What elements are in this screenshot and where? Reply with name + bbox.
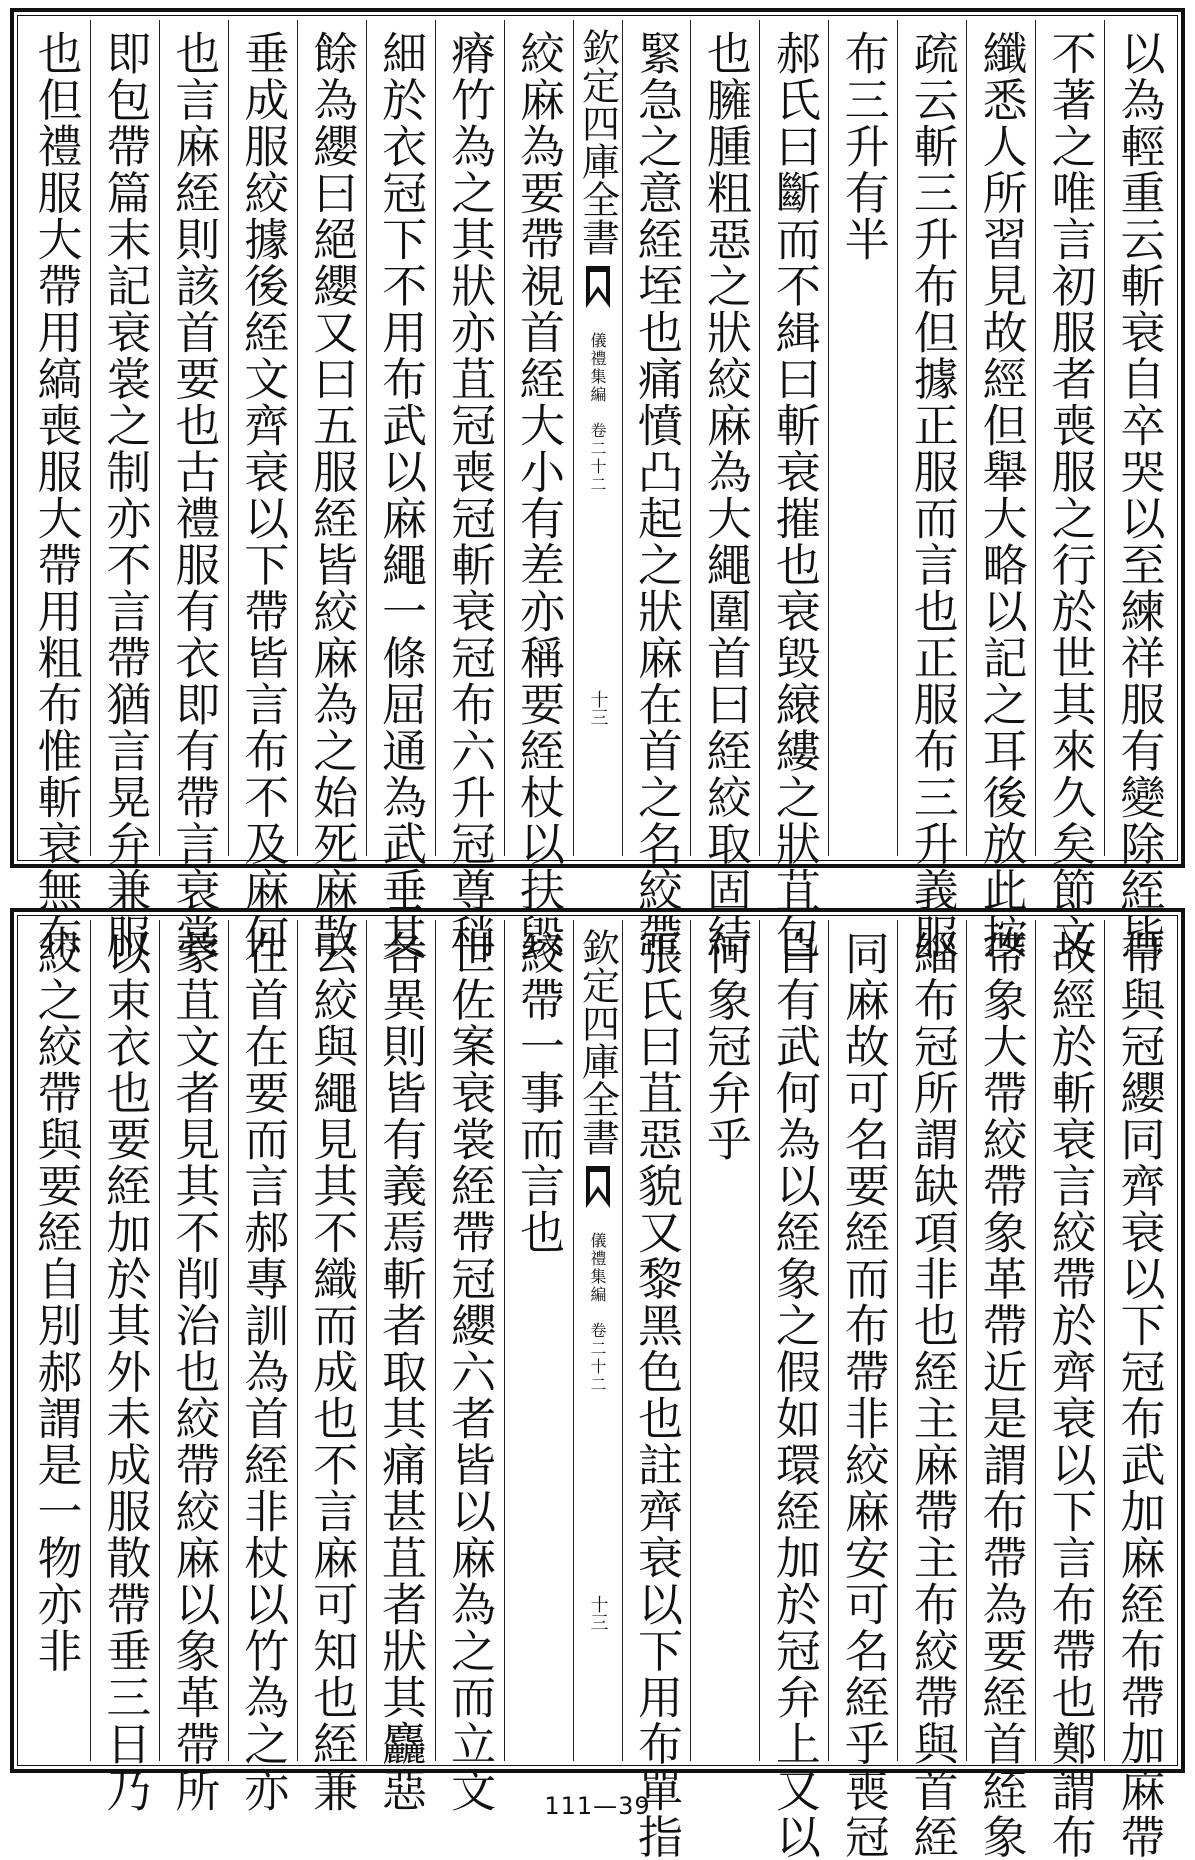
text-column: 何象冠弁乎 bbox=[690, 920, 759, 1761]
leaf-number: 十三 bbox=[587, 690, 609, 726]
text-column: 也言麻絰則該首要也古禮服有衣即有帶言衰裳 bbox=[159, 20, 228, 856]
center-fold-column bbox=[573, 920, 622, 1761]
text-column: 緊急之意絰垤也痛憤凸起之狀麻在首之名絞帶 bbox=[622, 20, 691, 856]
fish-tail-mark-icon bbox=[584, 264, 612, 310]
text-column: 絞麻為要帶視首絰大小有差亦稱要絰杖以扶毀 bbox=[504, 20, 573, 856]
text-column: 不著之唯言初服者喪服之行於世其來久矣節文 bbox=[1035, 20, 1104, 856]
text-column: 布三升有半 bbox=[828, 20, 897, 856]
volume-label: 儀禮集編 卷二十二 bbox=[588, 332, 607, 494]
upper-page-frame bbox=[10, 8, 1185, 960]
text-column: 瘠竹為之其狀亦苴冠喪冠斬衰冠布六升冠尊稍 bbox=[435, 20, 504, 856]
text-column: 餘為纓曰絕纓又曰五服絰皆絞麻為之始死麻散 bbox=[297, 20, 366, 856]
text-column: 同麻故可名要絰而布帶非絞麻安可名絰乎喪冠 bbox=[828, 920, 897, 1761]
text-column: 世佐案衰裳絰帶冠纓六者皆以麻為之而立文 bbox=[435, 920, 504, 1761]
text-column: 也臃腫粗惡之狀絞麻為大繩圍首曰絰絞取固結 bbox=[690, 20, 759, 856]
text-column: 垂成服絞據後絰文齊衰以下帶皆言布不及麻何 bbox=[228, 20, 297, 856]
text-column: 絞之絞帶與要絰自別郝謂是一物亦非 bbox=[29, 930, 83, 1674]
text-column: 緇布冠所謂缺項非也絰主麻帶主布絞帶與首絰 bbox=[897, 920, 966, 1761]
text-column: 故經於斬衰言絞帶於齊衰以下言布帶也鄭謂布 bbox=[1035, 920, 1104, 1761]
leaf-number: 十三 bbox=[587, 1595, 609, 1631]
text-column: 細於衣冠下不用布武以麻繩一條屈通為武垂其 bbox=[366, 20, 435, 856]
text-column: 蒙苴文者見其不削治也絞帶絞麻以象革帶所 bbox=[159, 920, 228, 1761]
text-column: 在首在要而言郝專訓為首絰非杖以竹為之亦 bbox=[228, 920, 297, 1761]
center-fold-column bbox=[573, 20, 622, 856]
text-column: 自有武何為以絰象之假如環絰加於冠弁上又以 bbox=[759, 920, 828, 1761]
text-column: 絞帶一事而言也 bbox=[504, 920, 573, 1761]
text-column: 帶與冠纓同齊衰以下冠布武加麻絰布帶加麻帶 bbox=[1104, 920, 1173, 1761]
volume-label: 儀禮集編 卷二十二 bbox=[588, 1232, 607, 1394]
text-column: 以束衣也要絰加於其外未成服散帶垂三日乃 bbox=[90, 920, 159, 1761]
text-column: 疏云斬三升布但據正服而言也正服布三升義服 bbox=[897, 20, 966, 856]
book-title: 欽定四庫全書 bbox=[575, 928, 620, 1156]
text-column: 各異則皆有義焉斬者取其痛甚苴者狀其麤惡 bbox=[366, 920, 435, 1761]
page-number: 111—39 bbox=[544, 1792, 651, 1820]
text-column: 即包帶篇末記衰裳之制亦不言帶猶言晃弁兼服 bbox=[90, 20, 159, 856]
text-column: 郝氏曰斷而不緝曰斬衰摧也衰毀縗縷之狀苴包 bbox=[759, 20, 828, 856]
book-title: 欽定四庫全書 bbox=[575, 28, 620, 256]
text-column: 張氏曰苴惡貌又黎黑色也註齊衰以下用布單指 bbox=[622, 920, 691, 1761]
text-column: 帶象大帶絞帶象革帶近是謂布帶為要絰首絰象 bbox=[966, 920, 1035, 1761]
text-column: 云絞與繩見其不織而成也不言麻可知也絰兼 bbox=[297, 920, 366, 1761]
text-column: 也但禮服大帶用縞喪服大帶用粗布惟斬衰無布 bbox=[29, 30, 83, 960]
fish-tail-mark-icon bbox=[584, 1164, 612, 1210]
text-column: 以為輕重云斬衰自卒哭以至練祥服有變除絰皆 bbox=[1104, 20, 1173, 856]
text-column: 纖悉人所習見故經但舉大略以記之耳後放此按 bbox=[966, 20, 1035, 856]
